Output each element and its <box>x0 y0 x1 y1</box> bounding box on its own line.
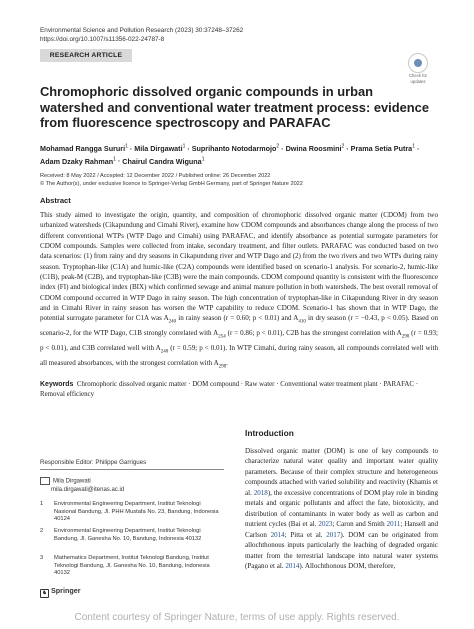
abstract-text: This study aimed to investigate the origin, quantity, and composition of chromophoric dissolved organic matter (CDOM) from two urbanized watersheds (Cikapundung and Cimahi River), examine how CDOM compounds and absorbances change along the process of two different conventional WTPs (WTP Dago and Cimahi) using PARAFAC, and identify absorbance as potential surrogate parameters for CDOM compounds. Samples were collected from intake, secondary treatment, and filter outlets. PARAFAC was conducted based on two data scenarios: (1) from rainy and dry seasons in Cikapundung river and WTP Dago and (2) from the two rivers and two WTPs during rainy season. Tryptophan-like (C1A) and humic-like (C2A) compounds were identified based on scenario-1 analysis. For scenario-2, humic-like (C1B), peak-M (C2B), and tryptophan-like (C3B) were the main compounds. CDOM compound quantity is consistent with the fluorescence index (FI) and biological index (BIX) which confirmed sewage and animal manure pollution in both watersheds. The best overall removal of CDOM compound occurred in WTP Dago in rainy season. The high concentration of tryptophan-like in Cikapundung River in dry season and in Cimahi River in rainy season has worsen the WTP capability to reduce CDOM. Scenario-1 has shown that in WTP Dago, the potential surrogate parameter for C1A was $A_{240}$ in rainy season (r = 0.60; p < 0.01) and $A_{410}$ in dry season (r = −0.43, p < 0.05). Based on scenario-2, for the WTP Dago, C1B strongly correlated with $A_{254}$ (r = 0.86; p < 0.01), C2B has the strongest correlation with $A_{290}$ (r = 0.93; p < 0.01), and C3B correlated well with $A_{240}$ (r = 0.59; p < 0.01). In WTP Cimahi, during rainy season, all compounds correlated well with all measured absorbances, with the strongest correlation with $A_{298}$. <box>40 211 438 370</box>
envelope-icon <box>40 477 50 485</box>
affiliation-1 <box>40 501 224 524</box>
author-name: Chairul Candra Wiguna <box>122 156 202 166</box>
author-affiliation-number: 2 <box>276 144 280 150</box>
affiliation-3 <box>40 555 224 578</box>
correspondence-email[interactable]: mila.dirgawati@itenas.ac.id <box>51 486 125 493</box>
author-name: Suprihanto Notodarmojo <box>191 144 277 154</box>
author[interactable] <box>122 157 204 166</box>
author-affiliation-number: 1 <box>182 144 186 150</box>
footnote-divider <box>40 469 224 470</box>
journal-header <box>40 27 243 44</box>
publisher-logo <box>40 586 81 598</box>
citation-link[interactable]: 2014 <box>285 561 300 570</box>
introduction-text: Dissolved organic matter (DOM) is one of key compounds to characterize natural water quality and important water quality parameters. Because of their complex structure and heterogeneous compounds attached with varied solubility and reactivity (Khamis et al. 2018), the excessive concentrations of DOM play role in binding metals and organic pollutants and affect the fate, biotoxicity, and distribution of contaminants in water body as well as carbon and nutrient cycles (Bai et al. 2023; Caron and Smith 2011; Hansell and Carlson 2014; Pitta et al. 2017). DOM can be originated from allochthonous inputs particularly the leaching of degraded organic matter from the terrestrial landscape into natural water systems (Pagano et al. 2014). Allochthonous DOM, therefore, <box>245 447 439 570</box>
citation-link[interactable]: 2014 <box>270 530 285 539</box>
keywords-text: Chromophoric dissolved organic matter · DOM compound · Raw water · Conventional water treatment plant · PARAFAC · Removal efficiency <box>40 381 419 399</box>
author-name: Prama Setia Putra <box>350 144 413 154</box>
publisher-name: Springer <box>51 586 81 595</box>
citation-link[interactable]: 2017 <box>326 530 341 539</box>
author-affiliation-number: 2 <box>341 144 345 150</box>
author[interactable] <box>134 144 185 153</box>
author-name: Mila Dirgawati <box>134 144 183 154</box>
author[interactable] <box>40 144 128 153</box>
abstract-heading: Abstract <box>40 196 71 205</box>
author-affiliation-number: 1 <box>113 156 116 163</box>
keywords <box>40 380 438 401</box>
author-name: Dwina Roosmini <box>285 144 342 154</box>
affiliation-number: 3 <box>40 555 44 561</box>
author-separator: · <box>115 156 123 166</box>
copyright-line: © The Author(s), under exclusive licence to Springer-Verlag GmbH Germany, part of Springer Nature 2022 <box>40 181 303 188</box>
article-type-badge: RESEARCH ARTICLE <box>40 49 132 62</box>
author-affiliation-number: 1 <box>125 144 128 150</box>
author-separator: · <box>414 144 420 154</box>
dates-line: Received: 8 May 2022 / Accepted: 12 December 2022 / Published online: 26 December 2022 <box>40 173 271 179</box>
author-affiliation-number: 1 <box>201 156 205 163</box>
correspondence <box>40 477 124 494</box>
check-for-updates-button[interactable] <box>402 53 434 85</box>
affiliation-number: 1 <box>40 501 44 507</box>
update-label-2: updates <box>410 78 426 84</box>
author-name: Mohamad Rangga Sururi <box>40 144 126 154</box>
paper-title: Chromophoric dissolved organic compounds in urban watershed and conventional water treatment process: evidence from fluorescence spectroscopy and PARAFAC <box>40 84 429 130</box>
doi-link[interactable]: https://doi.org/10.1007/s11356-022-24787-8 <box>40 35 165 43</box>
author[interactable] <box>40 157 116 166</box>
update-check-icon <box>408 53 428 73</box>
author-affiliation-number: 1 <box>412 144 415 150</box>
responsible-editor: Responsible Editor: Philippe Garrigues <box>40 459 147 466</box>
citation-link[interactable]: 2011 <box>386 520 401 529</box>
citation-link[interactable]: 2023 <box>318 520 333 529</box>
author-separator: · <box>279 144 286 154</box>
springer-horse-icon: ♞ <box>40 589 49 598</box>
author-separator: · <box>185 144 192 154</box>
affiliation-number: 2 <box>40 528 44 534</box>
author-list <box>40 142 440 167</box>
author[interactable] <box>192 144 279 153</box>
affiliation-text: Environmental Engineering Department, Institut Teknologi Bandung, Jl. Ganesha No. 10, Bandung, Indonesia 40132 <box>54 528 202 542</box>
author-separator: · <box>344 144 351 154</box>
affiliation-text: Mathematics Department, Institut Teknologi Bandung, Institut Teknologi Bandung, Jl. Ganesha No. 10, Bandung, Indonesia 40132 <box>54 555 210 576</box>
courtesy-footer: Content courtesy of Springer Nature, terms of use apply. Rights reserved. <box>74 612 400 623</box>
correspondence-name: Mila Dirgawati <box>53 478 91 485</box>
keywords-label: Keywords <box>40 381 74 388</box>
author[interactable] <box>351 144 415 153</box>
affiliation-2 <box>40 528 224 543</box>
author-separator: · <box>127 144 135 154</box>
author-name: Adam Dzaky Rahman <box>40 156 114 166</box>
affiliation-text: Environmental Engineering Department, Institut Teknologi Nasional Bandung, Jl. PHH Mustafa No. 23, Bandung, Indonesia 40124 <box>54 501 219 522</box>
journal-citation: Environmental Science and Pollution Research (2023) 30:37248–37262 <box>40 27 244 34</box>
introduction-heading: Introduction <box>245 428 294 438</box>
author[interactable] <box>286 144 345 153</box>
publication-dates <box>40 172 303 189</box>
update-label-1: Check for <box>409 73 427 78</box>
citation-link[interactable]: 2018 <box>253 488 268 497</box>
